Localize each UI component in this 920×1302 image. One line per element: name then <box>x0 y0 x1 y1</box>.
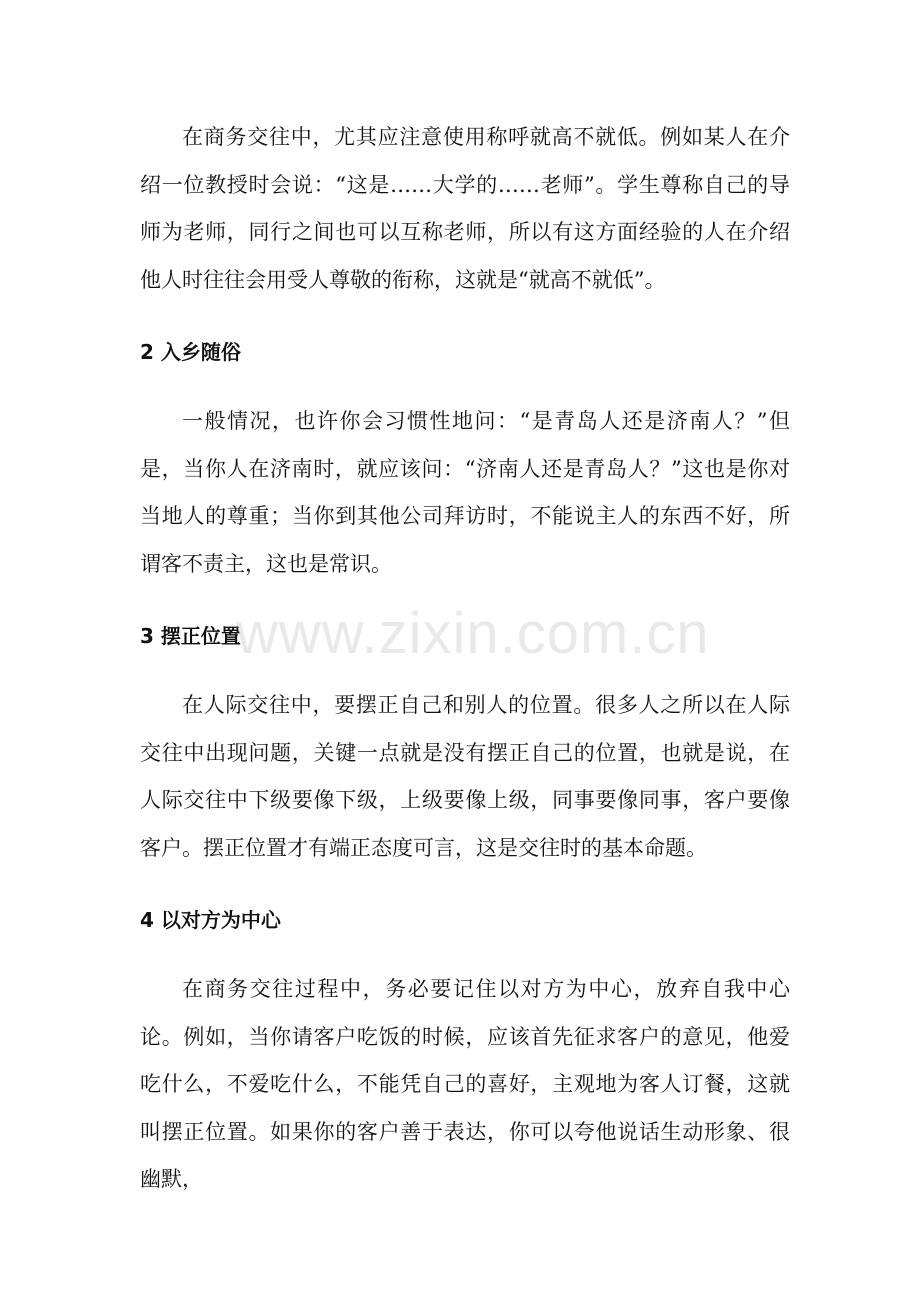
paragraph-local-customs: 一般情况，也许你会习惯性地问：“是青岛人还是济南人？”但是，当你人在济南时，就应该问：“济南人还是青岛人？”这也是你对当地人的尊重；当你到其他公司拜访时，不能说主人的东西不好，所谓客不责主，这也是常识。 <box>140 409 790 576</box>
section-heading-3: 3 摆正位置 <box>140 624 241 648</box>
document-body <box>140 114 790 1204</box>
paragraph-other-centered: 在商务交往过程中，务必要记住以对方为中心，放弃自我中心论。例如，当你请客户吃饭的时候，应该首先征求客户的意见，他爱吃什么，不爱吃什么，不能凭自己的喜好，主观地为客人订餐，这就叫摆正位置。如果你的客户善于表达，你可以夸他说话生动形象、很幽默， <box>140 977 790 1191</box>
paragraph-position: 在人际交往中，要摆正自己和别人的位置。很多人之所以在人际交往中出现问题，关键一点就是没有摆正自己的位置，也就是说，在人际交往中下级要像下级，上级要像上级，同事要像同事，客户要像客户。摆正位置才有端正态度可言，这是交往时的基本命题。 <box>140 693 790 860</box>
paragraph-addressing: 在商务交往中，尤其应注意使用称呼就高不就低。例如某人在介绍一位教授时会说：“这是……大学的……老师”。学生尊称自己的导师为老师，同行之间也可以互称老师，所以有这方面经验的人在介绍他人时往往会用受人尊敬的衔称，这就是“就高不就低”。 <box>140 125 790 292</box>
watermark-text: www.zixin.com.cn <box>236 601 710 666</box>
section-heading-2: 2 入乡随俗 <box>140 340 241 364</box>
section-heading-4: 4 以对方为中心 <box>140 908 281 932</box>
